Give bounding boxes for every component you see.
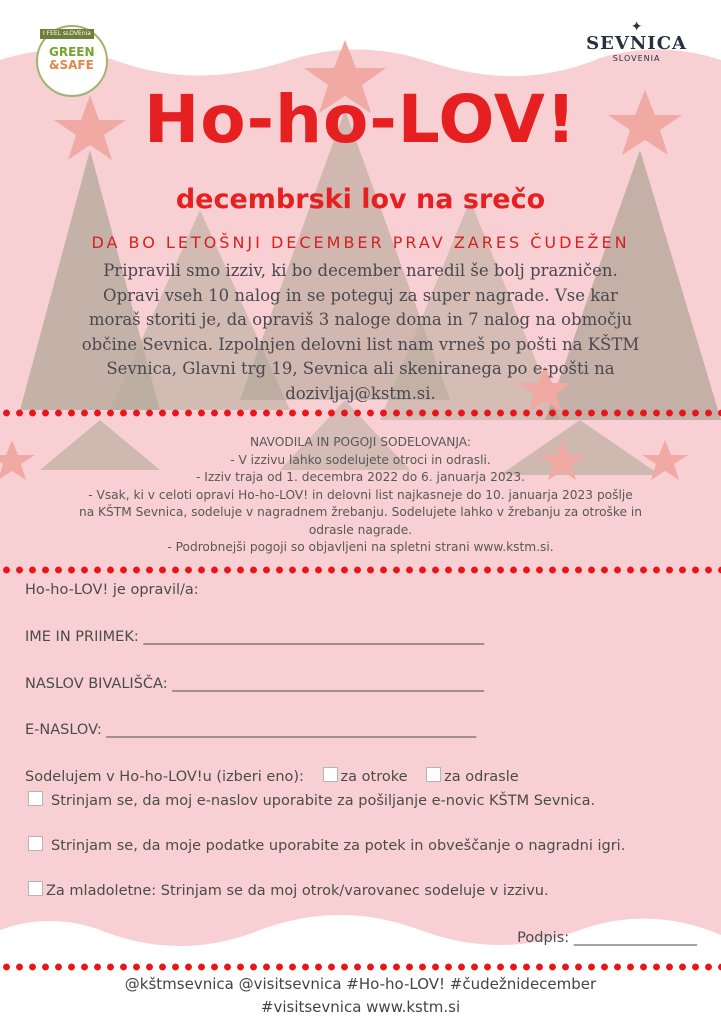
rules-section xyxy=(20,434,701,557)
bird-icon: ✦ xyxy=(630,19,643,35)
signature-field[interactable]: Podpis: _________________ xyxy=(517,930,697,946)
intro-line: dozivljaj@kstm.si. xyxy=(285,383,436,403)
intro-line: Opravi vseh 10 nalog in se poteguj za super nagrade. Vse kar xyxy=(103,285,618,305)
tagline: DA BO LETOŠNJI DECEMBER PRAV ZARES ČUDEŽEN xyxy=(91,233,630,252)
intro-paragraph xyxy=(30,259,691,406)
rules-line: - V izzivu lahko sodelujete otroci in odrasli. xyxy=(230,452,491,467)
logo-badge: I FEEL sLOVEnia xyxy=(40,29,94,39)
data-consent xyxy=(25,835,713,858)
children-option-label: za otroke xyxy=(340,769,408,785)
form-heading: Ho-ho-LOV! je opravil/a: xyxy=(25,582,199,598)
newsletter-checkbox[interactable] xyxy=(28,791,43,806)
email-field[interactable]: E-NASLOV: ___________________________________________________ xyxy=(25,722,477,738)
brand-name: SEVNICA xyxy=(586,33,687,54)
sevnica-logo xyxy=(586,20,687,63)
rules-heading: NAVODILA IN POGOJI SODELOVANJA: xyxy=(249,435,472,449)
name-field[interactable]: IME IN PRIIMEK: _______________________________________________ xyxy=(25,629,485,645)
newsletter-consent-label: Strinjam se, da moj e-naslov uporabite za pošiljanje e-novic KŠTM Sevnica. xyxy=(51,793,596,809)
data-checkbox[interactable] xyxy=(28,836,43,851)
rules-line: - Izziv traja od 1. decembra 2022 do 6. januarja 2023. xyxy=(196,470,525,484)
adults-option-label: za odrasle xyxy=(444,769,519,785)
adults-checkbox[interactable] xyxy=(426,767,441,782)
logo-green: GREEN xyxy=(49,45,95,59)
intro-line: Pripravili smo izziv, ki bo december naredil še bolj prazničen. xyxy=(103,261,618,280)
page-title: Ho-ho-LOV! xyxy=(144,81,577,158)
data-consent-label: Strinjam se, da moje podatke uporabite za potek in obveščanje o nagradni igri. xyxy=(51,838,626,854)
children-checkbox[interactable] xyxy=(323,767,338,782)
rules-line: - Podrobnejši pogoji so objavljeni na spletni strani www.kstm.si. xyxy=(167,540,554,554)
address-field[interactable]: NASLOV BIVALIŠČA: ___________________________________________ xyxy=(25,676,484,692)
rules-line: - Vsak, ki v celoti opravi Ho-ho-LOV! in delovni list najkasneje do 10. januarja 2023 pošlje xyxy=(88,487,633,502)
dotted-divider xyxy=(0,963,721,971)
intro-line: občine Sevnica. Izpolnjen delovni list nam vrneš po pošti na KŠTM xyxy=(81,334,640,354)
footer-hashtags: @kštmsevnica @visitsevnica #Ho-ho-LOV! #čudežnidecember xyxy=(124,975,597,993)
intro-line: Sevnica, Glavni trg 19, Sevnica ali skeniranega po e-pošti na xyxy=(106,359,615,378)
logo-safe: &SAFE xyxy=(49,58,94,72)
newsletter-consent xyxy=(25,790,713,813)
minor-checkbox[interactable] xyxy=(28,881,43,896)
minor-consent-label: Za mladoletne: Strinjam se da moj otrok/varovanec sodeluje v izzivu. xyxy=(46,883,549,899)
dotted-divider xyxy=(0,409,721,417)
brand-sub: SLOVENIA xyxy=(612,54,661,63)
intro-line: moraš storiti je, da opraviš 3 naloge doma in 7 nalog na območju xyxy=(88,310,633,329)
participation-label: Sodelujem v Ho-ho-LOV!u (izberi eno): xyxy=(25,769,304,785)
minor-consent xyxy=(25,881,549,899)
rules-line: na KŠTM Sevnica, sodeluje v nagradnem žrebanju. Sodelujete lahko v žrebanju za otroške in xyxy=(78,505,642,519)
footer-hashtags: #visitsevnica www.kstm.si xyxy=(260,998,461,1016)
participation-row xyxy=(25,767,519,785)
page-subtitle: decembrski lov na srečo xyxy=(175,184,546,215)
rules-line: odrasle nagrade. xyxy=(308,522,413,537)
footer xyxy=(0,973,721,1019)
dotted-divider xyxy=(0,566,721,574)
